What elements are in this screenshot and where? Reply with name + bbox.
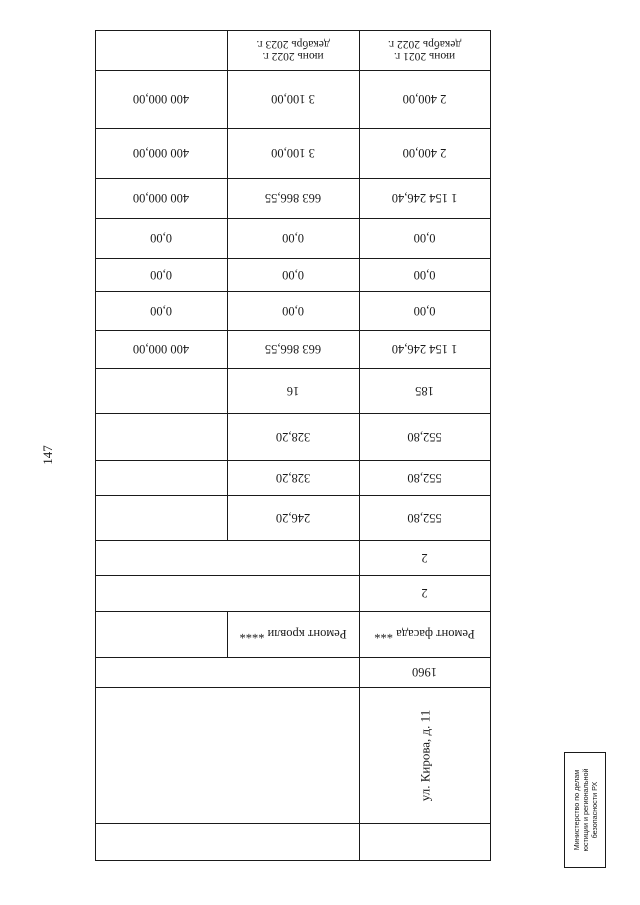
table-cell: 328,20 [275, 471, 311, 485]
table-cell [95, 495, 227, 540]
table-cell: 2 400,00 [402, 146, 447, 161]
work-type-roof: Ремонт кровли **** [239, 627, 347, 642]
table-cell: 1 154 246,40 [391, 191, 458, 206]
table-cell [95, 413, 227, 460]
table-cell-empty [95, 657, 359, 687]
table-cell: 2 [421, 586, 428, 601]
table-cell: 2 [421, 551, 428, 565]
table-cell: 246,20 [275, 511, 311, 525]
table-cell: 328,20 [275, 430, 311, 444]
header-empty-cell [95, 30, 227, 70]
header-line: июнь 2022 г. [262, 50, 324, 62]
table-cell: 2 400,00 [402, 92, 447, 107]
table-cell-empty [95, 687, 359, 823]
table-cell-empty [359, 823, 490, 860]
header-period-b [227, 30, 359, 70]
ministry-stamp [564, 752, 606, 868]
work-type-facade: Ремонт фасада *** [374, 627, 475, 642]
table-cell: 0,00 [282, 268, 304, 282]
table-cell: 0,00 [413, 304, 436, 318]
table-cell: 400 000,00 [132, 191, 190, 206]
table-cell: 552,80 [407, 471, 442, 485]
table-cell: 3 100,00 [271, 92, 315, 107]
table-cell: 0,00 [413, 268, 436, 282]
table-cell: 0,00 [150, 231, 172, 246]
table-cell: 552,80 [407, 430, 442, 444]
header-line: декабрь 2023 г. [256, 38, 330, 50]
table-cell: 663 866,55 [264, 342, 322, 357]
table-cell: 0,00 [282, 231, 304, 246]
stamp-line: безопасности РХ [589, 781, 599, 839]
stamp-line: юстиции и региональной [580, 768, 590, 852]
table-cell: 185 [415, 384, 434, 398]
table-cell: 16 [286, 384, 300, 398]
table-cell: 400 000,00 [132, 92, 190, 107]
table-cell-empty [95, 575, 359, 611]
header-period-a [359, 30, 490, 70]
table-cell: 0,00 [282, 304, 304, 318]
table-cell-empty [95, 540, 359, 575]
stamp-line: Министерство по делам [571, 769, 581, 851]
table-cell: 3 100,00 [271, 146, 315, 161]
table-rule [95, 860, 491, 861]
table-cell-empty [95, 611, 227, 657]
table-cell [95, 460, 227, 495]
stamp-text [566, 754, 604, 866]
address-cell: ул. Кирова, д. 11 [416, 709, 432, 801]
table-cell: 552,80 [407, 511, 442, 525]
table-cell: 0,00 [413, 231, 436, 246]
header-line: июнь 2021 г. [393, 50, 456, 62]
table-cell-empty [95, 823, 359, 860]
page-number: 147 [40, 445, 55, 465]
table-cell [95, 368, 227, 413]
table-cell: 663 866,55 [264, 191, 322, 206]
table-cell: 1 154 246,40 [391, 342, 458, 357]
table-cell: 0,00 [150, 304, 172, 318]
table-cell: 400 000,00 [132, 146, 190, 161]
table-cell: 0,00 [150, 268, 172, 282]
header-line: декабрь 2022 г. [387, 38, 462, 50]
table-cell: 400 000,00 [132, 342, 190, 357]
construction-year: 1960 [412, 665, 437, 680]
